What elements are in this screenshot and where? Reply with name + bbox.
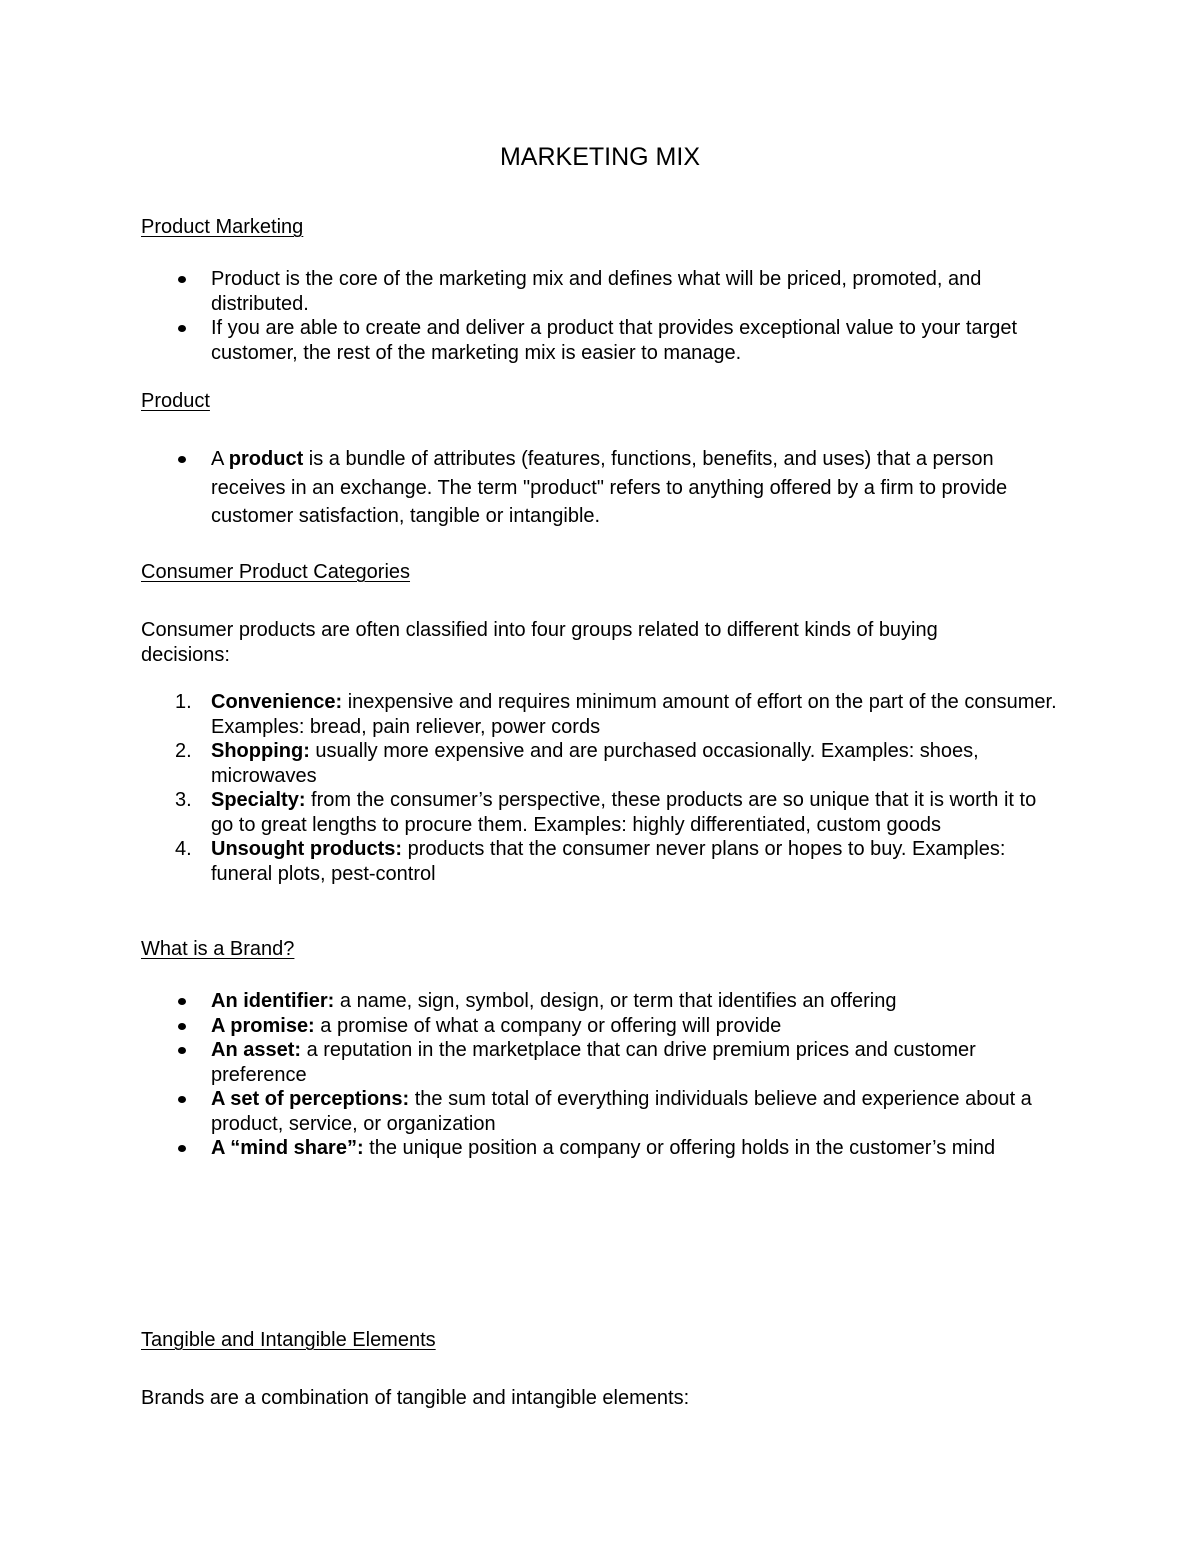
bullet-icon	[178, 998, 186, 1005]
list-item: A set of perceptions: the sum total of everything individuals believe and experience about a product, service, or organization	[0, 1087, 1061, 1136]
bullet-icon	[178, 325, 186, 332]
brand-list	[0, 989, 1061, 1161]
list-item: 3. Specialty: from the consumer’s perspective, these products are so unique that it is worth it to go to great lengths to procure them. Examples: highly differentiated, custom goods	[175, 789, 1037, 836]
product-marketing-list	[0, 267, 1061, 365]
list-item: If you are able to create and deliver a product that provides exceptional value to your target customer, the rest of the marketing mix is easier to manage.	[0, 316, 1061, 365]
heading-tangible-intangible: Tangible and Intangible Elements	[141, 1329, 436, 1351]
list-item: 4. Unsought products: products that the consumer never plans or hopes to buy. Examples: funeral plots, pest-control	[175, 838, 1006, 885]
list-item: Product is the core of the marketing mix and defines what will be priced, promoted, and distributed.	[0, 267, 1061, 316]
list-item: 2. Shopping: usually more expensive and are purchased occasionally. Examples: shoes, microwaves	[175, 740, 979, 787]
consumer-categories-list	[0, 690, 1061, 886]
bullet-icon	[178, 1047, 186, 1054]
list-number: 4.	[175, 838, 192, 860]
bullet-icon	[178, 276, 186, 283]
list-number: 1.	[175, 691, 192, 713]
bullet-icon	[178, 1145, 186, 1152]
bullet-icon	[178, 1023, 186, 1030]
heading-product-marketing: Product Marketing	[141, 216, 304, 238]
list-number: 3.	[175, 789, 192, 811]
tangible-intro: Brands are a combination of tangible and intangible elements:	[141, 1387, 690, 1409]
document-title: MARKETING MIX	[499, 143, 700, 171]
product-list	[0, 445, 1061, 531]
list-item: A promise: a promise of what a company or offering will provide	[0, 1014, 1061, 1039]
heading-product: Product	[141, 390, 210, 412]
heading-what-is-a-brand: What is a Brand?	[141, 938, 295, 960]
list-number: 2.	[175, 740, 192, 762]
bullet-icon	[178, 1096, 186, 1103]
list-item: A product is a bundle of attributes (features, functions, benefits, and uses) that a person receives in an exchange. The term "product" refers to anything offered by a firm to provide customer satisfaction, tangible or intangible.	[0, 445, 1061, 531]
list-item: 1. Convenience: inexpensive and requires minimum amount of effort on the part of the consumer. Examples: bread, pain reliever, power cords	[175, 691, 1057, 738]
bullet-icon	[178, 456, 186, 463]
heading-consumer-product-categories: Consumer Product Categories	[141, 561, 411, 583]
consumer-categories-intro: Consumer products are often classified into four groups related to different kinds of buying decisions:	[141, 619, 938, 666]
list-item: An asset: a reputation in the marketplace that can drive premium prices and customer preference	[0, 1038, 1061, 1087]
list-item: A “mind share”: the unique position a company or offering holds in the customer’s mind	[0, 1136, 1061, 1161]
list-item: An identifier: a name, sign, symbol, design, or term that identifies an offering	[0, 989, 1061, 1014]
